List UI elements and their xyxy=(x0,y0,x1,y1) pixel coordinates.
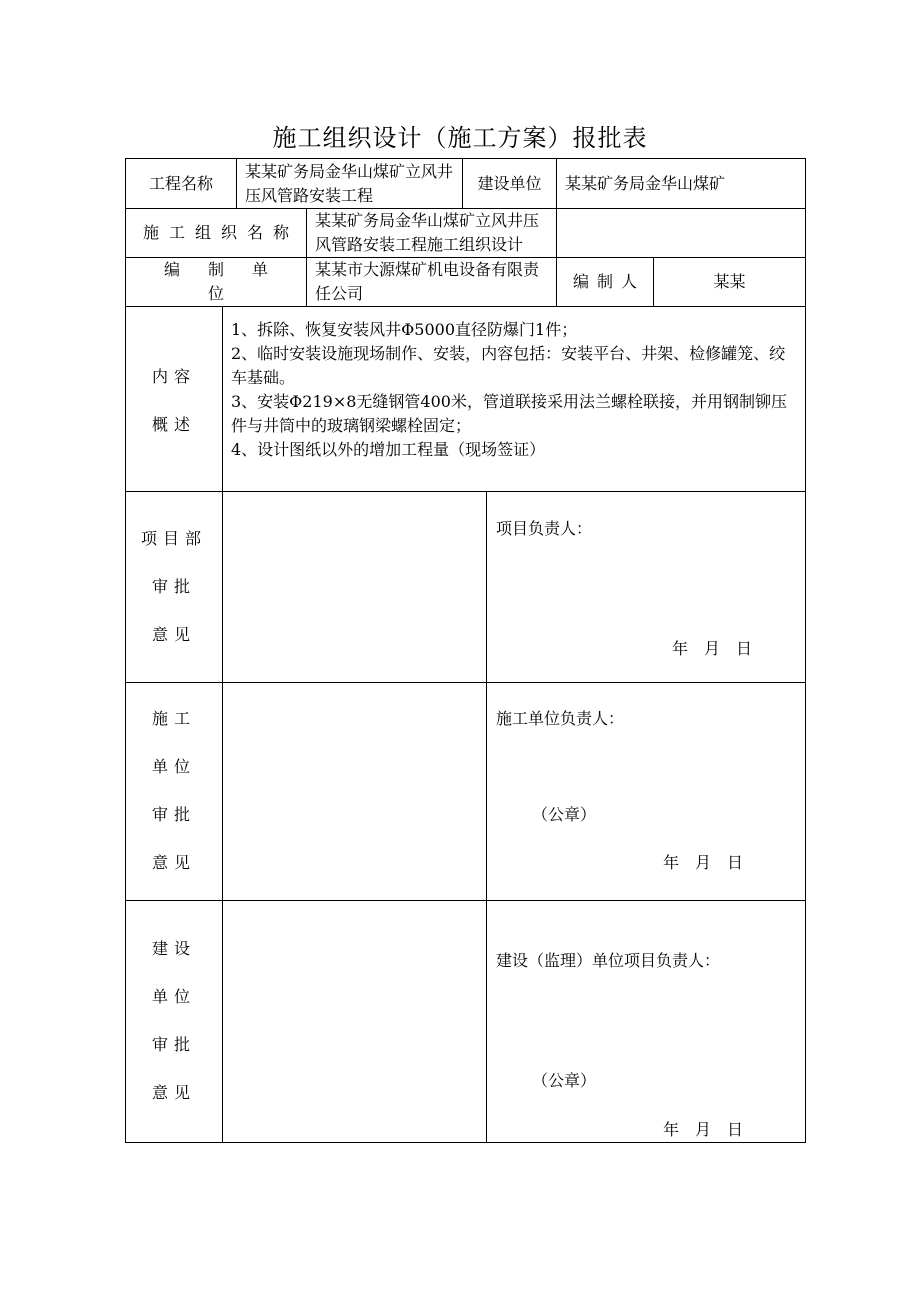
project-dept-signer: 项目负责人： xyxy=(496,519,593,538)
compile-unit-value: 某某市大源煤矿机电设备有限责任公司 xyxy=(315,260,540,303)
table-divider xyxy=(306,257,307,306)
project-name-label: 工程名称 xyxy=(148,173,213,193)
compiler-label: 编制人 xyxy=(572,272,645,291)
list-item: 2、临时安装设施现场制作、安装，内容包括：安装平台、井架、检修罐笼、绞车基础。 xyxy=(231,344,786,387)
list-item: 1、拆除、恢复安装风井Φ5000直径防爆门1件； xyxy=(231,320,578,339)
table-divider xyxy=(306,208,307,257)
content-label-line: 内容 xyxy=(151,367,196,386)
label-line: 单位 xyxy=(151,987,196,1006)
list-item: 3、安装Φ219×8无缝钢管400米，管道联接采用法兰螺栓联接，并用钢制铆压件与井筒中的玻璃钢梁螺栓固定； xyxy=(231,392,787,435)
label-line: 建设 xyxy=(151,939,196,958)
table-divider xyxy=(125,900,806,901)
build-unit-value: 某某矿务局金华山煤矿 xyxy=(565,173,726,193)
construction-unit-label xyxy=(126,695,222,887)
page-title: 施工组织设计（施工方案）报批表 xyxy=(272,124,648,152)
project-name-value: 某某矿务局金华山煤矿立风井压风管路安装工程 xyxy=(245,162,454,205)
client-unit-signer: 建设（监理）单位项目负责人： xyxy=(496,951,721,970)
label-line: 意见 xyxy=(151,853,196,872)
label-line: 意见 xyxy=(151,625,196,644)
project-dept-date: 年 月 日 xyxy=(672,639,753,658)
table-border-bottom xyxy=(125,1142,806,1143)
client-unit-label xyxy=(126,925,222,1117)
table-divider xyxy=(486,491,487,1143)
build-unit-label: 建设单位 xyxy=(477,173,542,193)
table-border-right xyxy=(805,158,806,1143)
label-line: 项目部 xyxy=(140,529,207,548)
client-unit-date: 年 月 日 xyxy=(663,1120,744,1139)
compile-unit-label: 编制单位 xyxy=(163,260,296,303)
construction-unit-date: 年 月 日 xyxy=(663,853,744,872)
label-line: 意见 xyxy=(151,1083,196,1102)
client-unit-seal: （公章） xyxy=(532,1071,597,1090)
table-divider xyxy=(125,682,806,683)
label-line: 单位 xyxy=(151,757,196,776)
construction-unit-seal: （公章） xyxy=(532,805,597,824)
table-divider xyxy=(125,306,806,307)
content-label xyxy=(126,353,222,449)
content-label-line: 概述 xyxy=(151,415,196,434)
org-name-label: 施工组织名称 xyxy=(142,223,299,242)
project-dept-label xyxy=(126,515,222,659)
list-item: 4、设计图纸以外的增加工程量（现场签证） xyxy=(231,440,546,459)
table-divider xyxy=(556,158,557,208)
construction-unit-signer: 施工单位负责人： xyxy=(496,709,625,728)
org-name-value: 某某矿务局金华山煤矿立风井压风管路安装工程施工组织设计 xyxy=(315,211,540,254)
table-divider xyxy=(222,306,223,1143)
label-line: 审批 xyxy=(151,577,196,596)
table-divider xyxy=(236,158,237,208)
compiler-value: 某某 xyxy=(713,272,746,291)
table-divider xyxy=(125,491,806,492)
table-divider xyxy=(556,208,557,257)
label-line: 审批 xyxy=(151,1035,196,1054)
label-line: 施工 xyxy=(151,709,196,728)
content-list xyxy=(231,318,801,488)
label-line: 审批 xyxy=(151,805,196,824)
